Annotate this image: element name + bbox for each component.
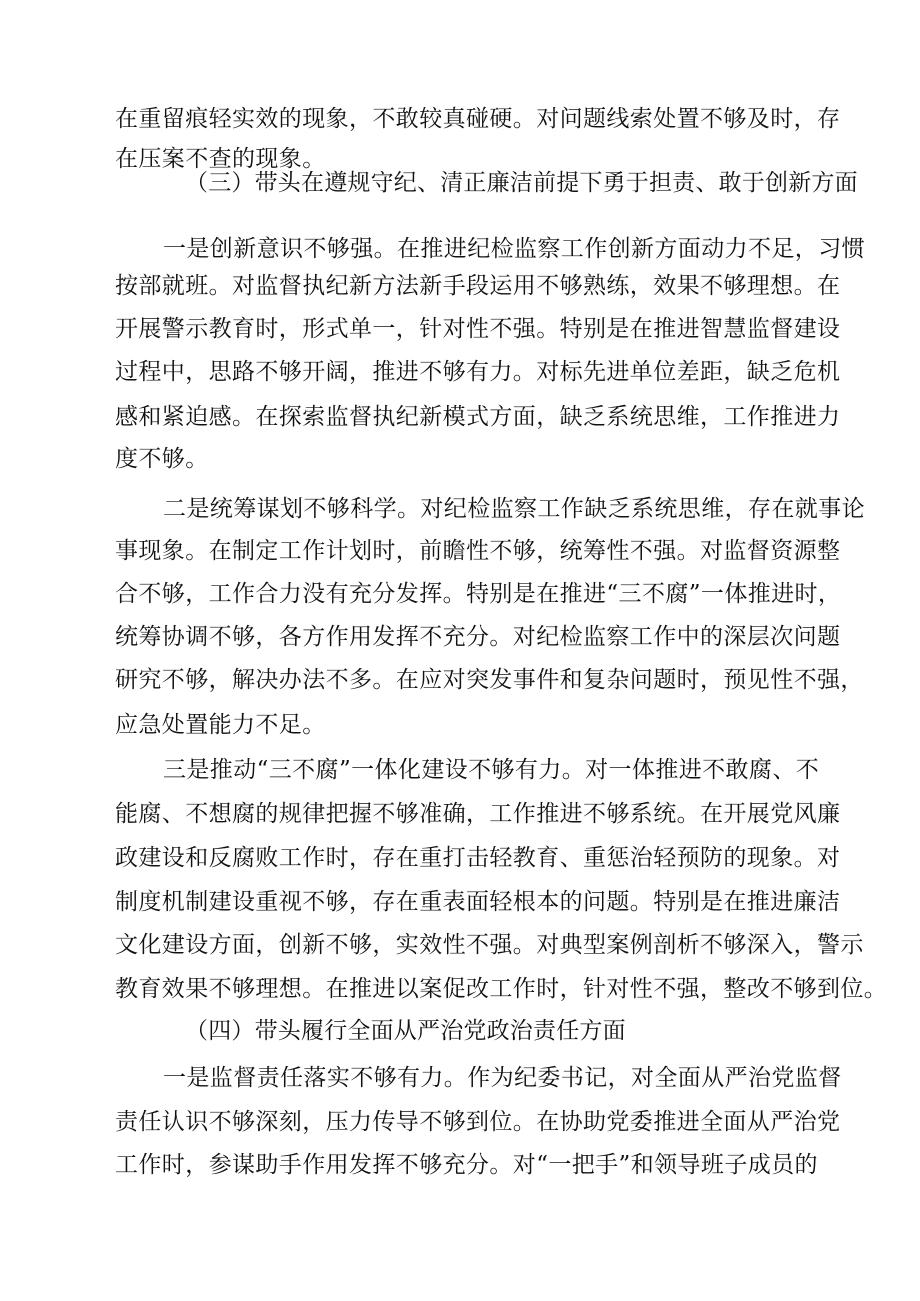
- paragraph-line: 教育效果不够理想。在推进以案促改工作时，针对性不强，整改不够到位。: [115, 976, 888, 1002]
- paragraph-line: 感和紧迫感。在探索监督执纪新模式方面，缺乏系统思维，工作推进力: [115, 404, 841, 430]
- paragraph-line: 在压案不查的现象。: [115, 146, 326, 172]
- paragraph-line: 开展警示教育时，形式单一，针对性不强。特别是在推进智慧监督建设: [115, 316, 841, 342]
- section-heading-4: （四）带头履行全面从严治党政治责任方面: [185, 1018, 626, 1044]
- paragraph-line: 过程中，思路不够开阔，推进不够有力。对标先进单位差距，缺乏危机: [115, 359, 841, 385]
- paragraph-line: 统筹协调不够，各方作用发挥不充分。对纪检监察工作中的深层次问题: [115, 624, 841, 650]
- paragraph-line: 政建设和反腐败工作时，存在重打击轻教育、重惩治轻预防的现象。对: [115, 845, 841, 871]
- paragraph-line: 研究不够，解决办法不多。在应对突发事件和复杂问题时，预见性不强，: [115, 667, 864, 693]
- paragraph-line: 能腐、不想腐的规律把握不够准确，工作推进不够系统。在开展党风廉: [115, 801, 841, 827]
- section-heading-3: （三）带头在遵规守纪、清正廉洁前提下勇于担责、敢于创新方面: [185, 170, 858, 196]
- paragraph-line: 按部就班。对监督执纪新方法新手段运用不够熟练，效果不够理想。在: [115, 273, 841, 299]
- paragraph-line: 事现象。在制定工作计划时，前瞻性不够，统筹性不强。对监督资源整: [115, 538, 841, 564]
- paragraph-line: 一是监督责任落实不够有力。作为纪委书记，对全面从严治党监督: [163, 1065, 842, 1091]
- paragraph-line: 责任认识不够深刻，压力传导不够到位。在协助党委推进全面从严治党: [115, 1109, 841, 1135]
- paragraph-line: 应急处置能力不足。: [115, 712, 326, 738]
- paragraph-line: 合不够，工作合力没有充分发挥。特别是在推进“三不腐”一体推进时，: [115, 581, 842, 607]
- paragraph-line: 文化建设方面，创新不够，实效性不强。对典型案例剖析不够深入，警示: [115, 932, 864, 958]
- paragraph-line: 工作时，参谋助手作用发挥不够充分。对“一把手”和领导班子成员的: [115, 1152, 818, 1178]
- paragraph-line: 一是创新意识不够强。在推进纪检监察工作创新方面动力不足，习惯: [163, 236, 865, 262]
- paragraph-line: 制度机制建设重视不够，存在重表面轻根本的问题。特别是在推进廉洁: [115, 889, 841, 915]
- paragraph-line: 度不够。: [115, 446, 209, 472]
- paragraph-line: 在重留痕轻实效的现象，不敢较真碰硬。对问题线索处置不够及时，存: [115, 106, 841, 132]
- paragraph-line: 三是推动“三不腐”一体化建设不够有力。对一体推进不敢腐、不: [163, 757, 820, 783]
- paragraph-line: 二是统筹谋划不够科学。对纪检监察工作缺乏系统思维，存在就事论: [163, 496, 865, 522]
